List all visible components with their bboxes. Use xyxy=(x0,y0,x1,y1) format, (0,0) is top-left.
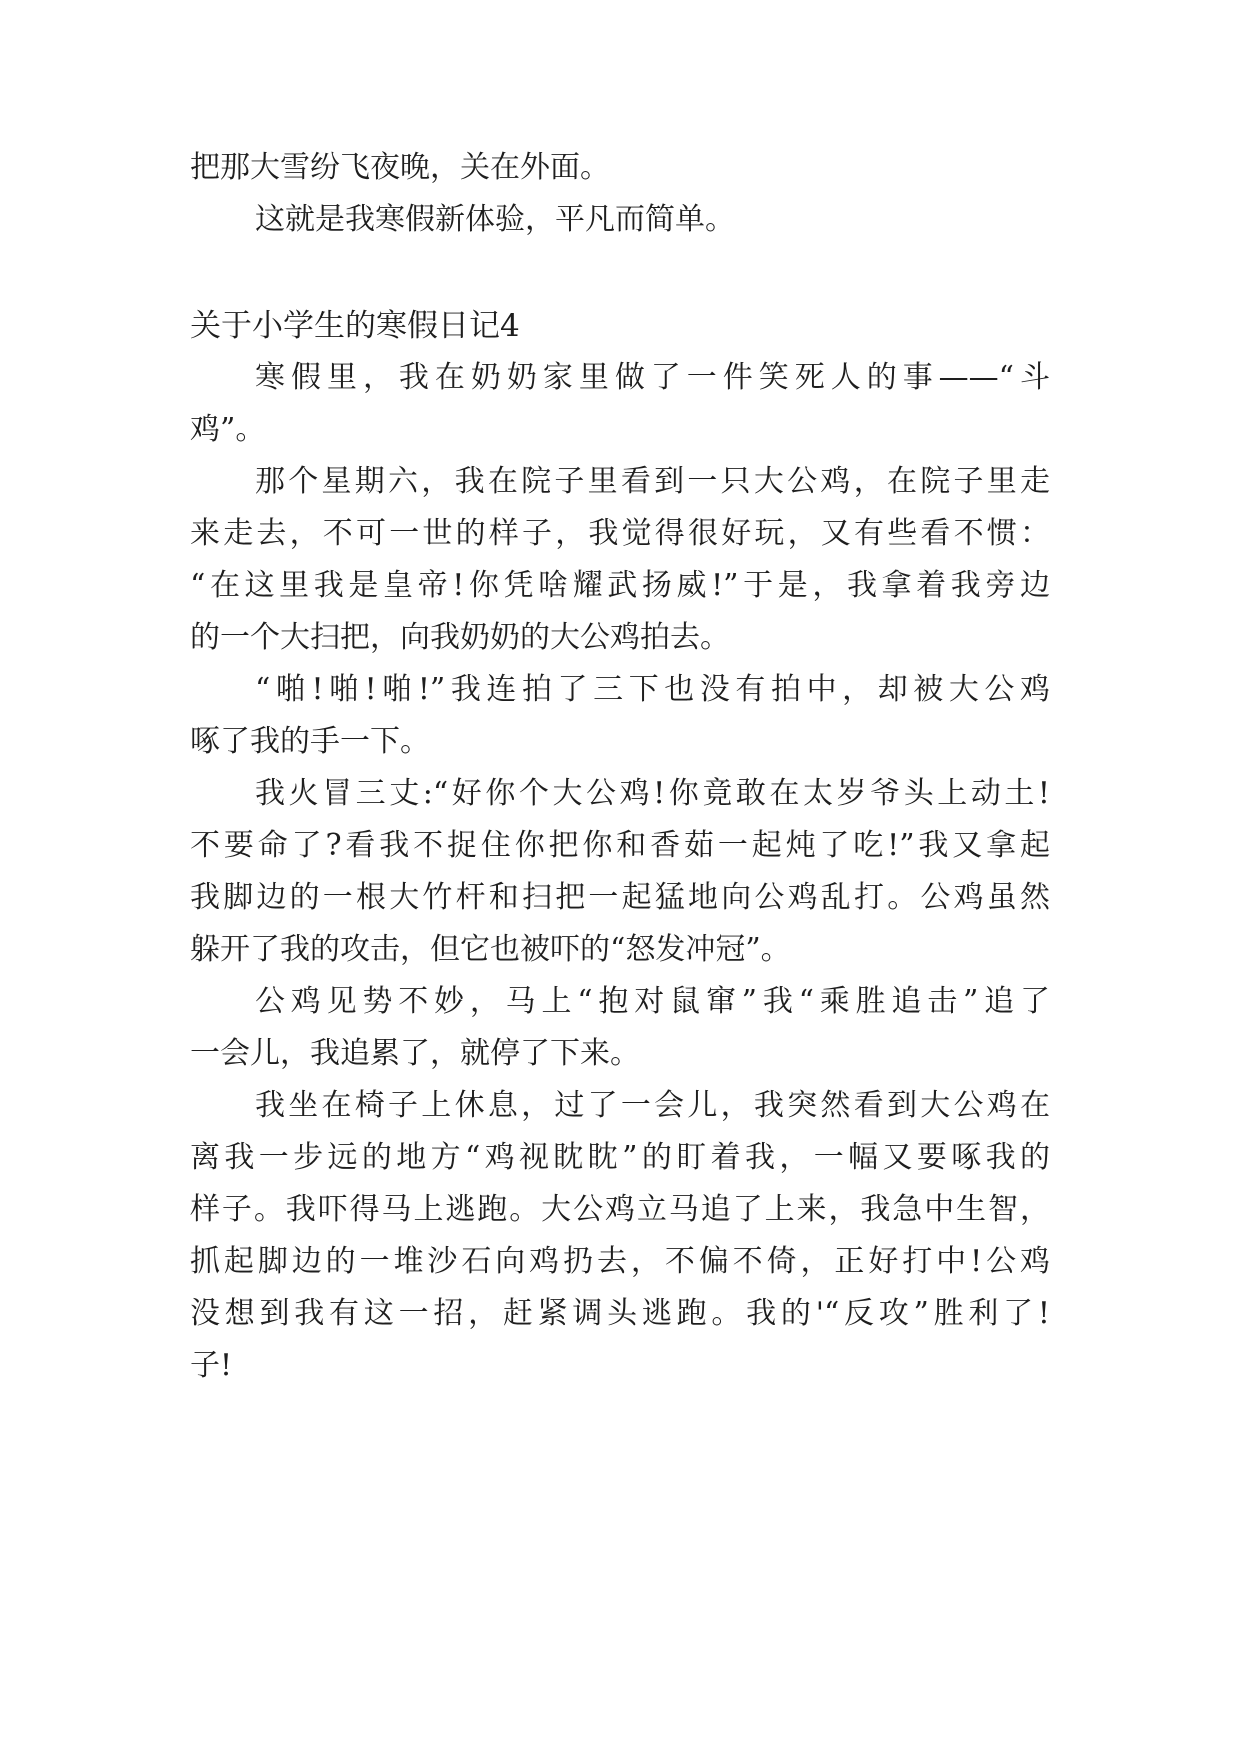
text-line: 啄了我的手一下。 xyxy=(190,724,430,759)
text-line: 没想到我有这一招，赶紧调头逃跑。我的'“反攻”胜利了! xyxy=(190,1296,1050,1331)
text-line: 一会儿，我追累了，就停了下来。 xyxy=(190,1036,640,1071)
text-line: 的一个大扫把，向我奶奶的大公鸡拍去。 xyxy=(190,620,730,655)
text-line: 样子。我吓得马上逃跑。大公鸡立马追了上来，我急中生智， xyxy=(190,1192,1050,1227)
text-line: 我火冒三丈:“好你个大公鸡!你竟敢在太岁爷头上动土! xyxy=(255,776,1050,811)
text-line: 公鸡见势不妙，马上“抱对鼠窜”我“乘胜追击”追了 xyxy=(255,984,1050,1019)
section-title: 关于小学生的寒假日记4 xyxy=(190,308,520,344)
text-line: 抓起脚边的一堆沙石向鸡扔去，不偏不倚，正好打中!公鸡 xyxy=(190,1244,1050,1279)
text-line: 鸡”。 xyxy=(190,412,266,447)
text-line: 子! xyxy=(190,1348,233,1383)
text-line: 躲开了我的攻击，但它也被吓的“怒发冲冠”。 xyxy=(190,932,791,967)
text-line: 离我一步远的地方“鸡视眈眈”的盯着我，一幅又要啄我的 xyxy=(190,1140,1050,1175)
text-line: 寒假里，我在奶奶家里做了一件笑死人的事——“斗 xyxy=(255,360,1050,395)
text-line: 把那大雪纷飞夜晚，关在外面。 xyxy=(190,150,610,185)
text-line: 我脚边的一根大竹杆和扫把一起猛地向公鸡乱打。公鸡虽然 xyxy=(190,880,1050,915)
text-line: 我坐在椅子上休息，过了一会儿，我突然看到大公鸡在 xyxy=(255,1088,1050,1123)
text-line: 那个星期六，我在院子里看到一只大公鸡，在院子里走 xyxy=(255,464,1050,499)
text-line: 不要命了?看我不捉住你把你和香茹一起炖了吃!”我又拿起 xyxy=(190,828,1050,863)
text-line: 来走去，不可一世的样子，我觉得很好玩，又有些看不惯： xyxy=(190,516,1050,551)
text-line: “在这里我是皇帝!你凭啥耀武扬威!”于是，我拿着我旁边 xyxy=(190,568,1050,603)
text-line: “啪!啪!啪!”我连拍了三下也没有拍中，却被大公鸡 xyxy=(255,672,1050,707)
text-line: 这就是我寒假新体验，平凡而简单。 xyxy=(255,202,735,237)
